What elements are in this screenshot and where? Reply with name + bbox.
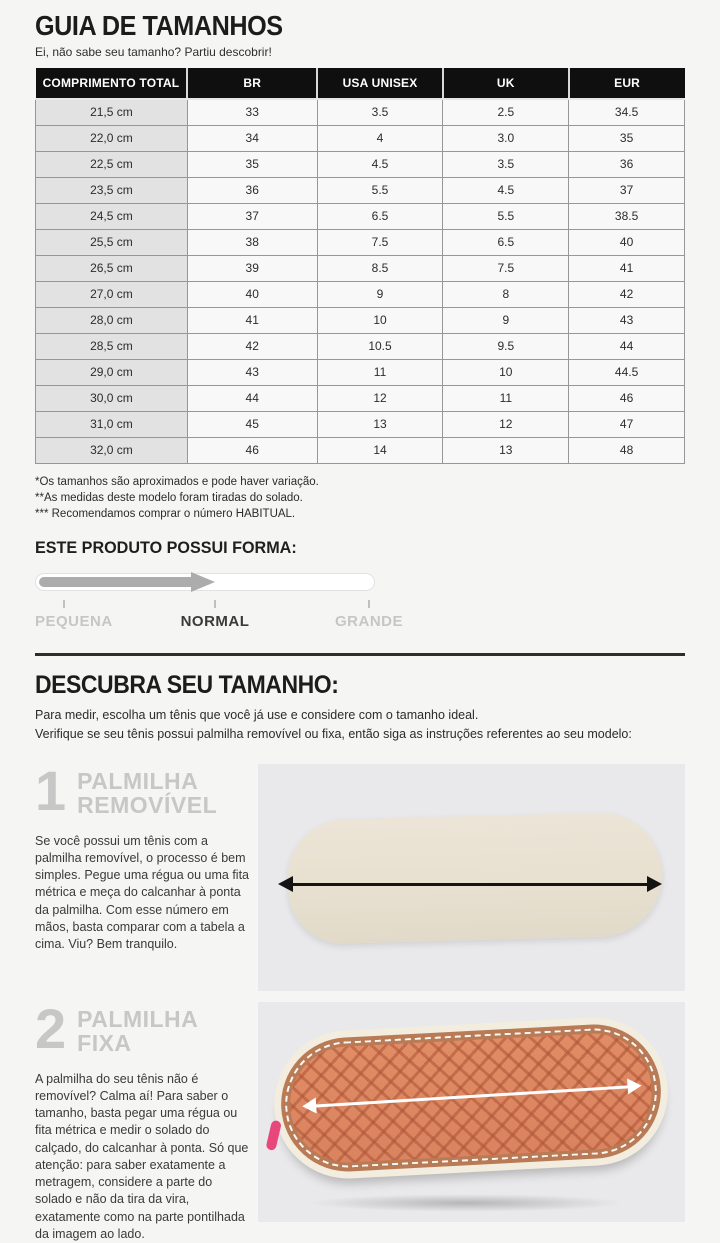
footnote-2: **As medidas deste modelo foram tiradas do solado. xyxy=(35,491,303,504)
discover-intro xyxy=(35,706,685,744)
table-cell: 38.5 xyxy=(569,203,685,229)
table-cell: 21,5 cm xyxy=(36,99,188,125)
table-row xyxy=(36,307,685,333)
table-cell: 14 xyxy=(317,437,443,463)
column-header-eur: EUR xyxy=(569,68,685,99)
table-cell: 13 xyxy=(317,411,443,437)
table-cell: 5.5 xyxy=(317,177,443,203)
table-cell: 44 xyxy=(569,333,685,359)
measure-arrow-icon xyxy=(278,876,662,893)
table-cell: 43 xyxy=(187,359,317,385)
table-cell: 2.5 xyxy=(443,99,569,125)
tick-normal xyxy=(214,600,216,608)
table-cell: 11 xyxy=(317,359,443,385)
table-cell: 29,0 cm xyxy=(36,359,188,385)
table-cell: 37 xyxy=(569,177,685,203)
table-cell: 47 xyxy=(569,411,685,437)
shoe-sole-photo xyxy=(258,1002,685,1222)
table-cell: 38 xyxy=(187,229,317,255)
slider-arrowhead-icon xyxy=(191,572,215,592)
table-row xyxy=(36,437,685,463)
tick-grande xyxy=(368,600,370,608)
table-cell: 34.5 xyxy=(569,99,685,125)
table-cell: 10 xyxy=(443,359,569,385)
table-cell: 7.5 xyxy=(443,255,569,281)
table-cell: 39 xyxy=(187,255,317,281)
table-row xyxy=(36,255,685,281)
table-header-row xyxy=(36,68,685,99)
table-cell: 35 xyxy=(569,125,685,151)
table-cell: 44 xyxy=(187,385,317,411)
table-cell: 4.5 xyxy=(443,177,569,203)
table-cell: 36 xyxy=(569,151,685,177)
table-cell: 41 xyxy=(187,307,317,333)
shoe-ground-shadow xyxy=(308,1194,625,1212)
discover-heading: DESCUBRA SEU TAMANHO: xyxy=(35,670,339,699)
table-cell: 44.5 xyxy=(569,359,685,385)
table-cell: 28,5 cm xyxy=(36,333,188,359)
intro-line-1: Para medir, escolha um tênis que você já use e considere com o tamanho ideal. xyxy=(35,707,479,722)
footnotes xyxy=(35,474,685,522)
pink-tag xyxy=(265,1120,281,1151)
table-cell: 26,5 cm xyxy=(36,255,188,281)
footnote-1: *Os tamanhos são aproximados e pode haver variação. xyxy=(35,475,319,488)
table-cell: 30,0 cm xyxy=(36,385,188,411)
table-cell: 42 xyxy=(187,333,317,359)
table-row xyxy=(36,411,685,437)
intro-line-2: Verifique se seu tênis possui palmilha removível ou fixa, então siga as instruções referentes ao seu modelo: xyxy=(35,726,632,741)
table-cell: 6.5 xyxy=(317,203,443,229)
table-cell: 9.5 xyxy=(443,333,569,359)
table-cell: 28,0 cm xyxy=(36,307,188,333)
tick-pequena xyxy=(63,600,65,608)
table-cell: 25,5 cm xyxy=(36,229,188,255)
table-row xyxy=(36,333,685,359)
step-title-1: PALMILHA REMOVÍVEL xyxy=(77,768,218,819)
table-cell: 12 xyxy=(317,385,443,411)
table-cell: 9 xyxy=(443,307,569,333)
label-pequena: PEQUENA xyxy=(35,612,113,630)
column-header-usa: USA UNISEX xyxy=(317,68,443,99)
size-table xyxy=(35,68,685,464)
table-cell: 8 xyxy=(443,281,569,307)
label-normal-selected: NORMAL xyxy=(180,612,250,630)
table-row xyxy=(36,99,685,125)
forma-slider xyxy=(35,573,455,647)
table-cell: 22,5 cm xyxy=(36,151,188,177)
table-cell: 10 xyxy=(317,307,443,333)
forma-heading: ESTE PRODUTO POSSUI FORMA: xyxy=(35,537,297,557)
section-palmilha-removivel xyxy=(35,759,685,991)
page-title: GUIA DE TAMANHOS xyxy=(35,10,283,41)
table-row xyxy=(36,229,685,255)
step-number-1: 1 xyxy=(35,759,67,823)
slider-fill-arrow xyxy=(39,577,191,587)
table-row xyxy=(36,151,685,177)
table-row xyxy=(36,125,685,151)
slider-track xyxy=(35,573,375,591)
footnote-3: *** Recomendamos comprar o número HABITUAL. xyxy=(35,507,296,520)
section-divider xyxy=(35,653,685,656)
table-cell: 27,0 cm xyxy=(36,281,188,307)
table-cell: 31,0 cm xyxy=(36,411,188,437)
table-cell: 46 xyxy=(187,437,317,463)
table-cell: 4 xyxy=(317,125,443,151)
table-cell: 33 xyxy=(187,99,317,125)
table-cell: 24,5 cm xyxy=(36,203,188,229)
table-cell: 40 xyxy=(569,229,685,255)
table-cell: 45 xyxy=(187,411,317,437)
table-cell: 3.5 xyxy=(317,99,443,125)
table-cell: 48 xyxy=(569,437,685,463)
table-cell: 11 xyxy=(443,385,569,411)
column-header-uk: UK xyxy=(443,68,569,99)
table-cell: 22,0 cm xyxy=(36,125,188,151)
table-cell: 3.0 xyxy=(443,125,569,151)
table-cell: 9 xyxy=(317,281,443,307)
table-cell: 43 xyxy=(569,307,685,333)
table-cell: 23,5 cm xyxy=(36,177,188,203)
insole-photo xyxy=(258,764,685,991)
table-row xyxy=(36,203,685,229)
step-number-2: 2 xyxy=(35,997,67,1061)
table-cell: 36 xyxy=(187,177,317,203)
table-cell: 37 xyxy=(187,203,317,229)
table-row xyxy=(36,359,685,385)
table-cell: 34 xyxy=(187,125,317,151)
table-cell: 10.5 xyxy=(317,333,443,359)
table-cell: 6.5 xyxy=(443,229,569,255)
shoe-sole-shape xyxy=(270,1014,671,1182)
page-subtitle: Ei, não sabe seu tamanho? Partiu descobrir! xyxy=(35,45,272,59)
table-cell: 3.5 xyxy=(443,151,569,177)
table-cell: 32,0 cm xyxy=(36,437,188,463)
step-body-1: Se você possui um tênis com a palmilha removível, o processo é bem simples. Pegue uma régua ou uma fita métrica e meça do calcanhar à ponta da palmilha. Com esse número em mãos, basta comparar com a tabela a cima. Viu? Bem tranquilo. xyxy=(35,833,250,952)
table-row xyxy=(36,281,685,307)
table-cell: 12 xyxy=(443,411,569,437)
size-table-body xyxy=(36,99,685,463)
label-grande: GRANDE xyxy=(334,612,404,630)
table-cell: 41 xyxy=(569,255,685,281)
table-cell: 13 xyxy=(443,437,569,463)
table-cell: 35 xyxy=(187,151,317,177)
table-row xyxy=(36,385,685,411)
column-header-comprimento: COMPRIMENTO TOTAL xyxy=(36,68,188,99)
step-body-2: A palmilha do seu tênis não é removível? Calma aí! Para saber o tamanho, basta pegar uma régua ou fita métrica e medir o solado do calçado, do calcanhar à ponta. Só que atenção: para saber exatamente a metragem, considere a parte do solado e não da tira da vira, exatamente como na parte pontilhada da imagem ao lado. xyxy=(35,1071,249,1241)
table-cell: 5.5 xyxy=(443,203,569,229)
table-cell: 42 xyxy=(569,281,685,307)
table-row xyxy=(36,177,685,203)
table-cell: 46 xyxy=(569,385,685,411)
table-cell: 40 xyxy=(187,281,317,307)
step-title-2: PALMILHA FIXA xyxy=(77,1006,199,1057)
column-header-br: BR xyxy=(187,68,317,99)
table-cell: 7.5 xyxy=(317,229,443,255)
table-cell: 4.5 xyxy=(317,151,443,177)
table-cell: 8.5 xyxy=(317,255,443,281)
section-palmilha-fixa xyxy=(35,997,685,1243)
